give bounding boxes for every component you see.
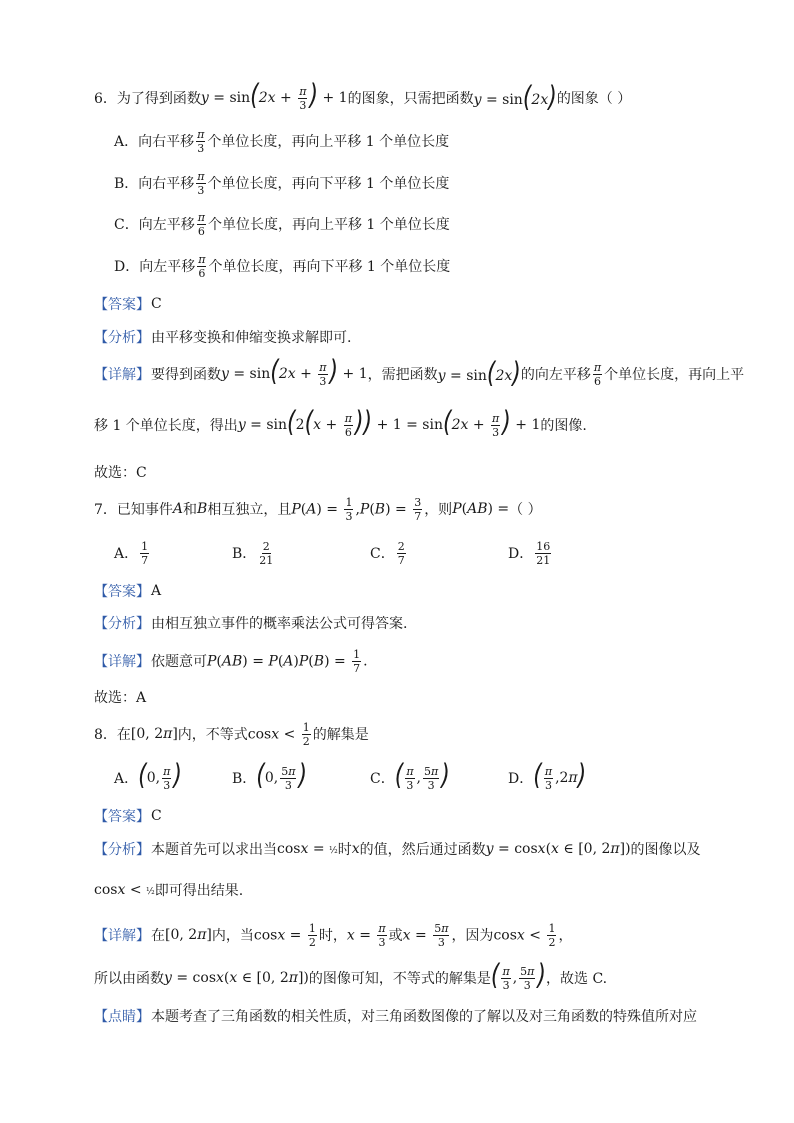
- q6-detail-line2: 移 1 个单位长度，得出 y = sin(2(x + $\frac{\pi}{6}$ )) + 1 = sin(2x + $\frac{\pi}{3}$ ) + 1 的图像.: [94, 406, 587, 439]
- analysis-tag: 【分析】: [94, 330, 150, 346]
- q6-option-b: B． 向右平移 $\frac{\pi}{3}$ 个单位长度，再向下平移 1 个单位长度: [114, 169, 450, 197]
- q8-comment: 【点睛】 本题考查了三角函数的相关性质，对三角函数图像的了解以及对三角函数的特殊值所对应: [94, 1009, 697, 1025]
- q8-stem: 8．在 [0, 2π] 内，不等式 cosx < $\frac{1}{2}$ 的解集是: [94, 720, 369, 748]
- q6-option-c: C． 向左平移 $\frac{\pi}{6}$ 个单位长度，再向上平移 1 个单位长度: [114, 210, 450, 238]
- q8-answer: 【答案】 C: [94, 808, 162, 825]
- math-y-eq-sin-2x-pi3-plus1: y = sin(2x + $\frac{\pi}{3}$ ) + 1: [200, 79, 348, 112]
- detail-tag: 【详解】: [94, 367, 150, 383]
- q8-option-a: A． (0, $\frac{\pi}{3}$ ): [114, 759, 182, 792]
- q6-detail-line1: 【详解】 要得到函数 y = sin(2x + $\frac{\pi}{3}$ ) + 1 ，需把函数 y = sin(2x) 的向左平移 $\frac{\pi}{6}$ 个单位长度，再向上平: [94, 355, 745, 390]
- q6-option-a: A． 向右平移 $\frac{\pi}{3}$ 个单位长度，再向上平移 1 个单位长度: [114, 127, 450, 155]
- q7-analysis: 【分析】 由相互独立事件的概率乘法公式可得答案.: [94, 616, 408, 632]
- q7-detail: 【详解】 依题意可 P(AB) = P(A)P(B) = $\frac{1}{7}$ .: [94, 647, 368, 675]
- q7-option-a: A． $\frac{1}{7}$: [114, 539, 149, 567]
- q7-option-c: C． $\frac{2}{7}$: [370, 539, 405, 567]
- q6-answer: 【答案】 C: [94, 296, 162, 313]
- q8-option-d: D． ( $\frac{\pi}{3}$ ,2π): [508, 759, 587, 792]
- q6-stem: 6．为了得到函数 y = sin(2x + $\frac{\pi}{3}$ ) + 1 的图象，只需把函数 y = sin(2x) 的图象（ ）: [94, 79, 632, 114]
- q7-choose: 故选：A: [94, 690, 147, 706]
- q6-option-d: D． 向左平移 $\frac{\pi}{6}$ 个单位长度，再向下平移 1 个单位长度: [114, 252, 451, 280]
- q8-detail-line2: 所以由函数 y = cosx(x ∈ [0, 2π]) 的图像可知，不等式的解集是 ( $\frac{\pi}{3}$ , $\frac{5\pi}{3}$ ) ，故选 C.: [94, 959, 608, 992]
- q6-analysis: 【分析】 由平移变换和伸缩变换求解即可.: [94, 322, 351, 352]
- q7-option-d: D． $\frac{16}{21}$: [508, 539, 551, 567]
- q8-analysis-line2: cosx < ½ 即可得出结果.: [94, 882, 244, 899]
- answer-tag: 【答案】: [94, 297, 150, 313]
- math-y-eq-sin2x: y = sin(2x): [473, 81, 557, 114]
- q8-option-c: C． ( $\frac{\pi}{3}$ , $\frac{5\pi}{3}$ ): [370, 759, 450, 792]
- q6-choose: 故选：C: [94, 465, 147, 481]
- q8-option-b: B． (0, $\frac{5\pi}{3}$ ): [232, 759, 308, 792]
- q7-option-b: B． $\frac{2}{21}$: [232, 539, 274, 567]
- q7-answer: 【答案】 A: [94, 583, 162, 600]
- q7-stem: 7．已知事件 A 和 B 相互独立，且 P(A) = $\frac{1}{3}$ ,P(B) = $\frac{3}{7}$ ，则 P(AB) = （ ）: [94, 495, 542, 523]
- q8-analysis-line1: 【分析】 本题首先可以求出当 cosx = ½ 时 x 的值，然后通过函数 y = cosx(x ∈ [0, 2π]) 的图像以及: [94, 841, 701, 858]
- q8-detail-line1: 【详解】 在 [0, 2π] 内，当 cosx = $\frac{1}{2}$ 时， x = $\frac{\pi}{3}$ 或 x = $\frac{5\pi}{3}$ ，因为 cosx < $\frac{1}{2}$ ，: [94, 921, 573, 949]
